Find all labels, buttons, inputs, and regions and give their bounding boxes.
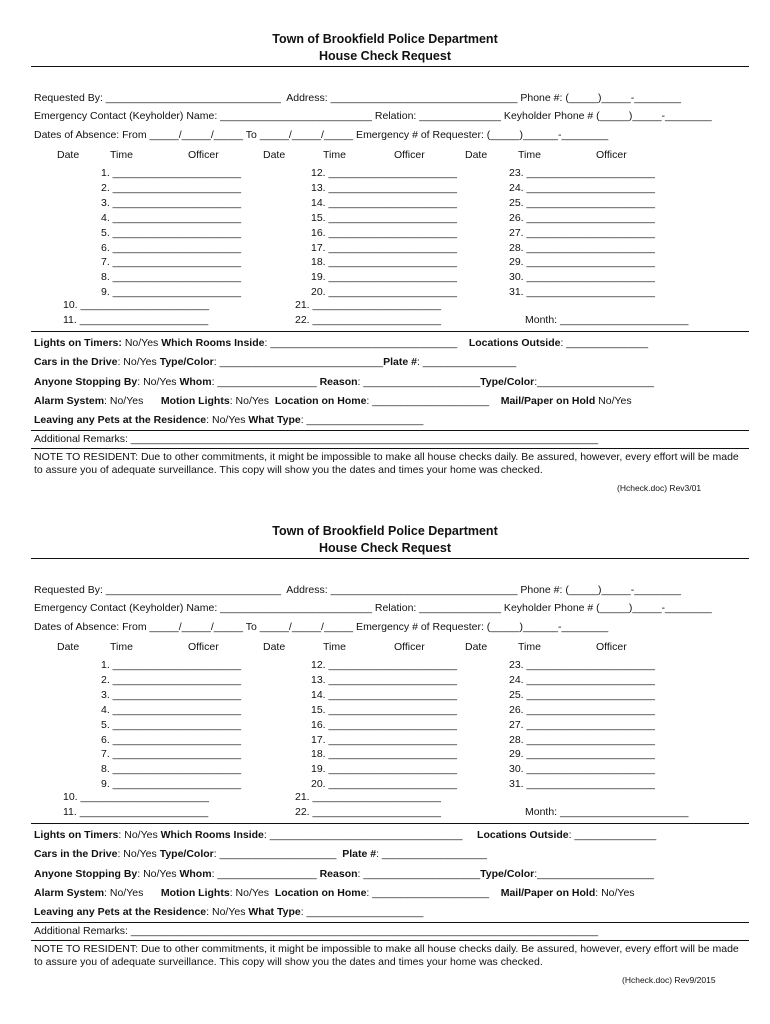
check-entry-22[interactable]: 22. ______________________: [295, 314, 441, 326]
type2-value[interactable]: :____________________: [534, 376, 654, 388]
type2-label: Type/Color: [480, 868, 535, 880]
lights-label: Lights on Timers:: [34, 337, 122, 349]
col-header-date: Date: [57, 641, 80, 653]
cars-label: Cars in the Drive: [34, 848, 118, 860]
col-header-officer: Officer: [394, 641, 425, 653]
check-entry-21[interactable]: 21. ______________________: [295, 299, 441, 311]
whom-label: Whom: [179, 868, 212, 880]
location-label: Location on Home: [274, 395, 367, 407]
type-value[interactable]: : ____________________________: [213, 356, 384, 368]
remarks-line[interactable]: Additional Remarks: ________________________________________________________________________________: [34, 433, 599, 445]
remarks-line[interactable]: Additional Remarks: ________________________________________________________________________________: [34, 925, 599, 937]
check-entry[interactable]: 14. ______________________: [311, 196, 457, 209]
alarm-line[interactable]: [34, 887, 635, 900]
col-header-time: Time: [518, 149, 541, 161]
col-header-officer: Officer: [394, 149, 425, 161]
check-entry[interactable]: 13. ______________________: [311, 181, 457, 194]
section-rule: [31, 430, 749, 431]
lights-label: Lights on Timers: [34, 829, 119, 841]
check-entry[interactable]: 19. ______________________: [311, 271, 457, 284]
check-entry[interactable]: 12. ______________________: [311, 167, 457, 179]
stopping-label: Anyone Stopping By: [34, 376, 138, 388]
check-entry[interactable]: 28. ______________________: [509, 241, 655, 254]
check-entry[interactable]: 25. ______________________: [509, 196, 655, 209]
check-entry[interactable]: 30. ______________________: [509, 763, 655, 776]
whattype-value[interactable]: : ____________________: [300, 906, 424, 918]
check-entry[interactable]: 5. ______________________: [101, 226, 242, 239]
col-header-date: Date: [263, 149, 286, 161]
check-entry[interactable]: 3. ______________________: [101, 196, 242, 209]
col-header-date: Date: [57, 149, 80, 161]
outside-value[interactable]: : ______________: [568, 829, 657, 841]
cars-line[interactable]: [34, 356, 516, 369]
whom-value[interactable]: : _________________: [211, 376, 320, 388]
whattype-value[interactable]: : ____________________: [300, 414, 424, 426]
check-entry[interactable]: 19. ______________________: [311, 763, 457, 776]
location-label: Location on Home: [274, 887, 367, 899]
check-entry[interactable]: 25. ______________________: [509, 688, 655, 701]
plate-value[interactable]: : __________________: [376, 848, 488, 860]
check-entry[interactable]: 17. ______________________: [311, 733, 457, 746]
check-entry[interactable]: 20. ______________________: [311, 286, 457, 299]
mail-label: Mail/Paper on Hold: [500, 887, 596, 899]
cars-value[interactable]: : No/Yes: [117, 356, 160, 368]
check-entry[interactable]: 18. ______________________: [311, 748, 457, 761]
section-rule: [31, 940, 749, 941]
check-entry-21[interactable]: 21. ______________________: [295, 791, 441, 803]
location-value[interactable]: : ____________________: [366, 395, 501, 407]
col-header-date: Date: [263, 641, 286, 653]
col-header-officer: Officer: [188, 641, 219, 653]
check-entry[interactable]: 16. ______________________: [311, 718, 457, 731]
col-header-date: Date: [465, 149, 488, 161]
reason-value[interactable]: : ____________________: [357, 868, 481, 880]
check-entry[interactable]: 18. ______________________: [311, 256, 457, 269]
rooms-label: Which Rooms Inside: [161, 337, 265, 349]
lights-line[interactable]: [34, 829, 656, 842]
col-header-time: Time: [323, 149, 346, 161]
whattype-label: What Type: [248, 906, 301, 918]
dates-absence-line[interactable]: Dates of Absence: From _____/_____/_____ To _____/_____/_____ Emergency # of Requester: (_____)______-________: [34, 129, 609, 141]
check-entry[interactable]: 8. ______________________: [101, 271, 242, 284]
check-entry[interactable]: 2. ______________________: [101, 673, 242, 686]
check-entry[interactable]: 6. ______________________: [101, 733, 242, 746]
motion-value[interactable]: : No/Yes: [229, 395, 275, 407]
check-entry[interactable]: 15. ______________________: [311, 703, 457, 716]
form-title: Town of Brookfield Police Department: [272, 32, 498, 46]
check-entry[interactable]: 24. ______________________: [509, 181, 655, 194]
stopping-label: Anyone Stopping By: [34, 868, 138, 880]
check-entry[interactable]: 9. ______________________: [101, 778, 242, 791]
check-entry[interactable]: 31. ______________________: [509, 286, 655, 299]
cars-line[interactable]: [34, 848, 487, 861]
stopping-value[interactable]: : No/Yes: [137, 868, 180, 880]
check-entry[interactable]: 9. ______________________: [101, 286, 242, 299]
cars-label: Cars in the Drive: [34, 356, 118, 368]
check-entry[interactable]: 24. ______________________: [509, 673, 655, 686]
stopping-line[interactable]: [34, 376, 654, 389]
pets-label: Leaving any Pets at the Residence: [34, 906, 207, 918]
title-rule: [31, 558, 749, 559]
col-header-time: Time: [110, 641, 133, 653]
requested-by-line[interactable]: Requested By: ______________________________ Address: ________________________________ Phone #: (_____)_____-________: [34, 584, 681, 596]
alarm-value[interactable]: : No/Yes: [104, 395, 161, 407]
outside-label: Locations Outside: [477, 829, 569, 841]
type-label: Type/Color: [159, 356, 214, 368]
rooms-value[interactable]: : ________________________________: [264, 337, 469, 349]
check-entry-10[interactable]: 10. ______________________: [63, 791, 209, 803]
check-entry[interactable]: 1. ______________________: [101, 659, 242, 671]
month-field[interactable]: Month: ______________________: [525, 806, 689, 818]
cars-value[interactable]: : No/Yes: [117, 848, 160, 860]
check-entry[interactable]: 15. ______________________: [311, 211, 457, 224]
check-entry[interactable]: 26. ______________________: [509, 211, 655, 224]
type-label: Type/Color: [159, 848, 214, 860]
pets-line[interactable]: [34, 414, 423, 427]
check-entry[interactable]: 4. ______________________: [101, 703, 242, 716]
form-subtitle: House Check Request: [319, 541, 451, 555]
motion-value[interactable]: : No/Yes: [229, 887, 275, 899]
pets-line[interactable]: [34, 906, 423, 919]
col-header-time: Time: [110, 149, 133, 161]
col-header-time: Time: [323, 641, 346, 653]
pets-value[interactable]: : No/Yes: [206, 906, 249, 918]
type2-value[interactable]: :____________________: [534, 868, 654, 880]
plate-label: Plate #: [383, 356, 417, 368]
check-entry[interactable]: 26. ______________________: [509, 703, 655, 716]
whattype-label: What Type: [248, 414, 301, 426]
check-entry-10[interactable]: 10. ______________________: [63, 299, 209, 311]
check-entry[interactable]: 2. ______________________: [101, 181, 242, 194]
check-entry[interactable]: 27. ______________________: [509, 718, 655, 731]
stopping-value[interactable]: : No/Yes: [137, 376, 180, 388]
lights-line[interactable]: [34, 337, 648, 350]
alarm-label: Alarm System: [34, 887, 105, 899]
emergency-contact-line[interactable]: Emergency Contact (Keyholder) Name: __________________________ Relation: ______________ Keyholder Phone # (_____)_____-________: [34, 602, 712, 614]
dates-absence-line[interactable]: Dates of Absence: From _____/_____/_____ To _____/_____/_____ Emergency # of Requester: (_____)______-________: [34, 621, 609, 633]
note-to-resident: NOTE TO RESIDENT: Due to other commitments, it might be impossible to make all house checks daily. Be assured, however, every effort will be made to assure you of adequate surveillance. This copy will show you the dates and times your home was checked.: [34, 451, 739, 476]
plate-label: Plate #: [342, 848, 377, 860]
revision-label: (Hcheck.doc) Rev3/01: [617, 483, 702, 493]
note-to-resident: NOTE TO RESIDENT: Due to other commitments, it might be impossible to make all house checks daily. Be assured, however, every effort will be made to assure you of adequate surveillance. This copy will show you the dates and times your home was checked.: [34, 943, 739, 968]
lights-value[interactable]: : No/Yes: [118, 829, 161, 841]
rooms-value[interactable]: : _________________________________: [263, 829, 478, 841]
check-entry[interactable]: 7. ______________________: [101, 748, 242, 761]
check-entry-11[interactable]: 11. ______________________: [63, 314, 209, 326]
section-rule: [31, 922, 749, 923]
alarm-line[interactable]: [34, 395, 632, 408]
lights-value[interactable]: No/Yes: [121, 337, 162, 349]
check-entry[interactable]: 28. ______________________: [509, 733, 655, 746]
revision-label: (Hcheck.doc) Rev9/2015: [622, 975, 716, 985]
check-entry-11[interactable]: 11. ______________________: [63, 806, 209, 818]
pets-value[interactable]: : No/Yes: [206, 414, 249, 426]
pets-label: Leaving any Pets at the Residence: [34, 414, 207, 426]
rooms-label: Which Rooms Inside: [160, 829, 264, 841]
reason-label: Reason: [319, 376, 358, 388]
check-entry[interactable]: 31. ______________________: [509, 778, 655, 791]
check-entry[interactable]: 29. ______________________: [509, 256, 655, 269]
check-entry[interactable]: 12. ______________________: [311, 659, 457, 671]
whom-value[interactable]: : _________________: [211, 868, 320, 880]
mail-value[interactable]: : No/Yes: [595, 887, 635, 899]
check-entry-22[interactable]: 22. ______________________: [295, 806, 441, 818]
reason-label: Reason: [319, 868, 358, 880]
outside-value[interactable]: : ______________: [560, 337, 649, 349]
form-subtitle: House Check Request: [319, 49, 451, 63]
section-rule: [31, 448, 749, 449]
check-entry[interactable]: 13. ______________________: [311, 673, 457, 686]
month-field[interactable]: Month: ______________________: [525, 314, 689, 326]
outside-label: Locations Outside: [468, 337, 561, 349]
check-entry[interactable]: 1. ______________________: [101, 167, 242, 179]
check-entry[interactable]: 6. ______________________: [101, 241, 242, 254]
section-rule: [31, 331, 749, 332]
check-entry[interactable]: 23. ______________________: [509, 167, 655, 179]
form-title: Town of Brookfield Police Department: [272, 524, 498, 538]
col-header-time: Time: [518, 641, 541, 653]
title-rule: [31, 66, 749, 67]
check-entry[interactable]: 4. ______________________: [101, 211, 242, 224]
check-entry[interactable]: 14. ______________________: [311, 688, 457, 701]
type-value[interactable]: : ____________________: [213, 848, 343, 860]
whom-label: Whom: [179, 376, 212, 388]
alarm-value[interactable]: : No/Yes: [104, 887, 161, 899]
check-entry[interactable]: 29. ______________________: [509, 748, 655, 761]
alarm-label: Alarm System: [34, 395, 105, 407]
check-entry[interactable]: 5. ______________________: [101, 718, 242, 731]
check-entry[interactable]: 27. ______________________: [509, 226, 655, 239]
check-entry[interactable]: 3. ______________________: [101, 688, 242, 701]
col-header-officer: Officer: [188, 149, 219, 161]
check-entry[interactable]: 23. ______________________: [509, 659, 655, 671]
plate-value[interactable]: : ________________: [416, 356, 517, 368]
check-entry[interactable]: 7. ______________________: [101, 256, 242, 269]
check-entry[interactable]: 30. ______________________: [509, 271, 655, 284]
type2-label: Type/Color: [480, 376, 535, 388]
stopping-line[interactable]: [34, 868, 654, 881]
reason-value[interactable]: : ____________________: [357, 376, 481, 388]
motion-label: Motion Lights: [160, 887, 230, 899]
check-entry[interactable]: 8. ______________________: [101, 763, 242, 776]
mail-label: Mail/Paper on Hold: [500, 395, 596, 407]
motion-label: Motion Lights: [160, 395, 230, 407]
check-entry[interactable]: 17. ______________________: [311, 241, 457, 254]
check-entry[interactable]: 20. ______________________: [311, 778, 457, 791]
col-header-officer: Officer: [596, 149, 627, 161]
col-header-date: Date: [465, 641, 488, 653]
emergency-contact-line[interactable]: Emergency Contact (Keyholder) Name: __________________________ Relation: ______________ Keyholder Phone # (_____)_____-________: [34, 110, 712, 122]
requested-by-line[interactable]: Requested By: ______________________________ Address: ________________________________ Phone #: (_____)_____-________: [34, 92, 681, 104]
location-value[interactable]: : ____________________: [366, 887, 501, 899]
col-header-officer: Officer: [596, 641, 627, 653]
mail-value[interactable]: No/Yes: [595, 395, 632, 407]
section-rule: [31, 823, 749, 824]
check-entry[interactable]: 16. ______________________: [311, 226, 457, 239]
